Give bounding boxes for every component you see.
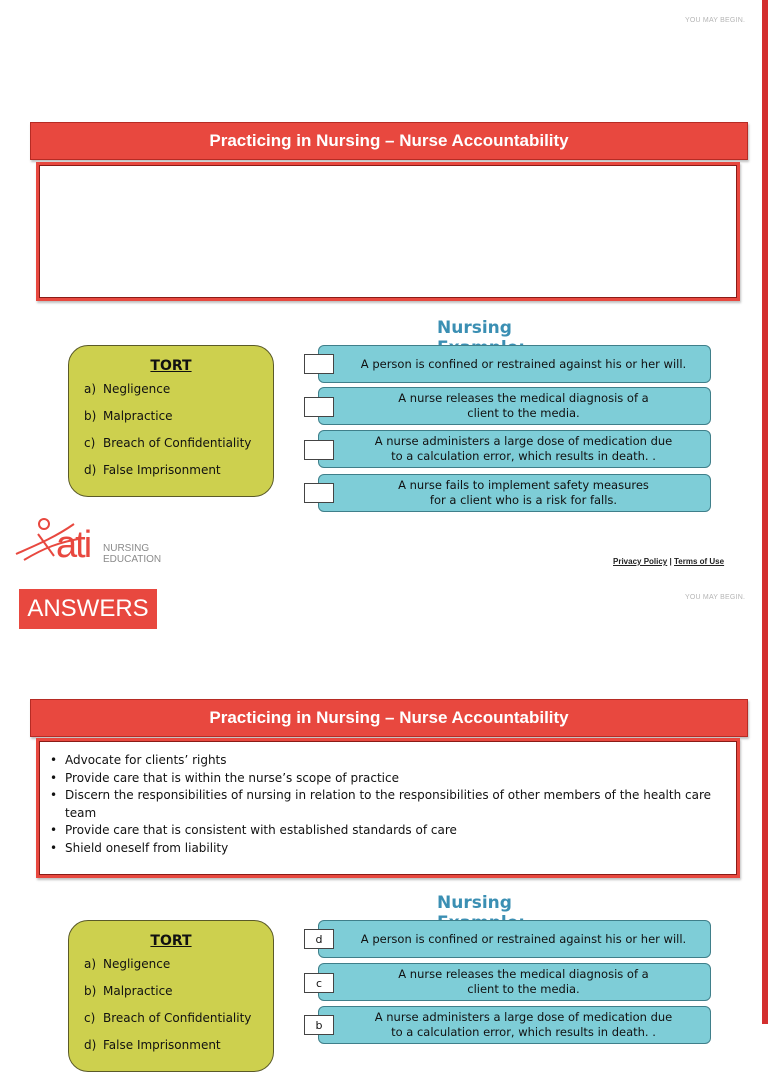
begin-note: YOU MAY BEGIN.	[685, 17, 746, 24]
logo-sub-education: EDUCATION	[103, 554, 162, 565]
nursing-example-heading: Nursing	[437, 893, 512, 913]
tort-title: TORT	[150, 358, 192, 374]
blank-content-area	[39, 165, 737, 298]
accountability-box	[36, 738, 740, 878]
accountability-list	[40, 742, 736, 863]
accountability-content	[39, 741, 737, 875]
example-row: A nurse administers a large dose of medication due to a calculation error, which results in death. .	[318, 1006, 711, 1044]
tort-title: TORT	[150, 933, 192, 949]
list-item: • Shield oneself from liability	[62, 840, 726, 858]
answer-input[interactable]	[304, 397, 334, 417]
slide-title: Practicing in Nursing – Nurse Accountability	[30, 122, 748, 160]
example-row: A nurse releases the medical diagnosis of a client to the media.	[318, 387, 711, 425]
tort-item: c) Breach of Confidentiality	[84, 436, 252, 450]
answer-input[interactable]	[304, 354, 334, 374]
tort-item: d) False Imprisonment	[84, 1038, 221, 1052]
list-item: • Discern the responsibilities of nursing in relation to the responsibilities of other members of the health care team	[62, 787, 726, 822]
answer-input[interactable]	[304, 440, 334, 460]
right-edge-bar	[762, 0, 768, 1024]
begin-note: YOU MAY BEGIN.	[685, 594, 746, 601]
example-row: A person is confined or restrained against his or her will.	[318, 345, 711, 383]
tort-item: b) Malpractice	[84, 984, 173, 998]
example-row: A nurse releases the medical diagnosis of a client to the media.	[318, 963, 711, 1001]
tort-box	[68, 920, 274, 1072]
list-item: • Provide care that is consistent with established standards of care	[62, 822, 726, 840]
example-row: A nurse administers a large dose of medication due to a calculation error, which results in death. .	[318, 430, 711, 468]
tort-item: a) Negligence	[84, 957, 171, 971]
slide-title: Practicing in Nursing – Nurse Accountability	[30, 699, 748, 737]
tort-item: d) False Imprisonment	[84, 463, 221, 477]
example-row: A person is confined or restrained against his or her will.	[318, 920, 711, 958]
answer-key: b	[304, 1015, 334, 1035]
privacy-policy-link[interactable]: Privacy Policy	[613, 557, 668, 566]
tort-item: c) Breach of Confidentiality	[84, 1011, 252, 1025]
blank-content-box	[36, 162, 740, 301]
tort-item: b) Malpractice	[84, 409, 173, 423]
tort-box	[68, 345, 274, 497]
logo-sub-nursing: NURSING	[103, 543, 150, 554]
footer-links	[613, 557, 724, 566]
answer-key: c	[304, 973, 334, 993]
link-separator: |	[669, 557, 672, 566]
list-item: • Provide care that is within the nurse’s scope of practice	[62, 770, 726, 788]
answer-key: d	[304, 929, 334, 949]
answer-input[interactable]	[304, 483, 334, 503]
answers-label: ANSWERS	[19, 589, 157, 629]
list-item: • Advocate for clients’ rights	[62, 752, 726, 770]
example-row: A nurse fails to implement safety measures for a client who is a risk for falls.	[318, 474, 711, 512]
nursing-example-heading: Nursing	[437, 318, 512, 338]
tort-item: a) Negligence	[84, 382, 171, 396]
ati-logo-text: ati	[56, 524, 91, 566]
terms-of-use-link[interactable]: Terms of Use	[673, 557, 725, 566]
